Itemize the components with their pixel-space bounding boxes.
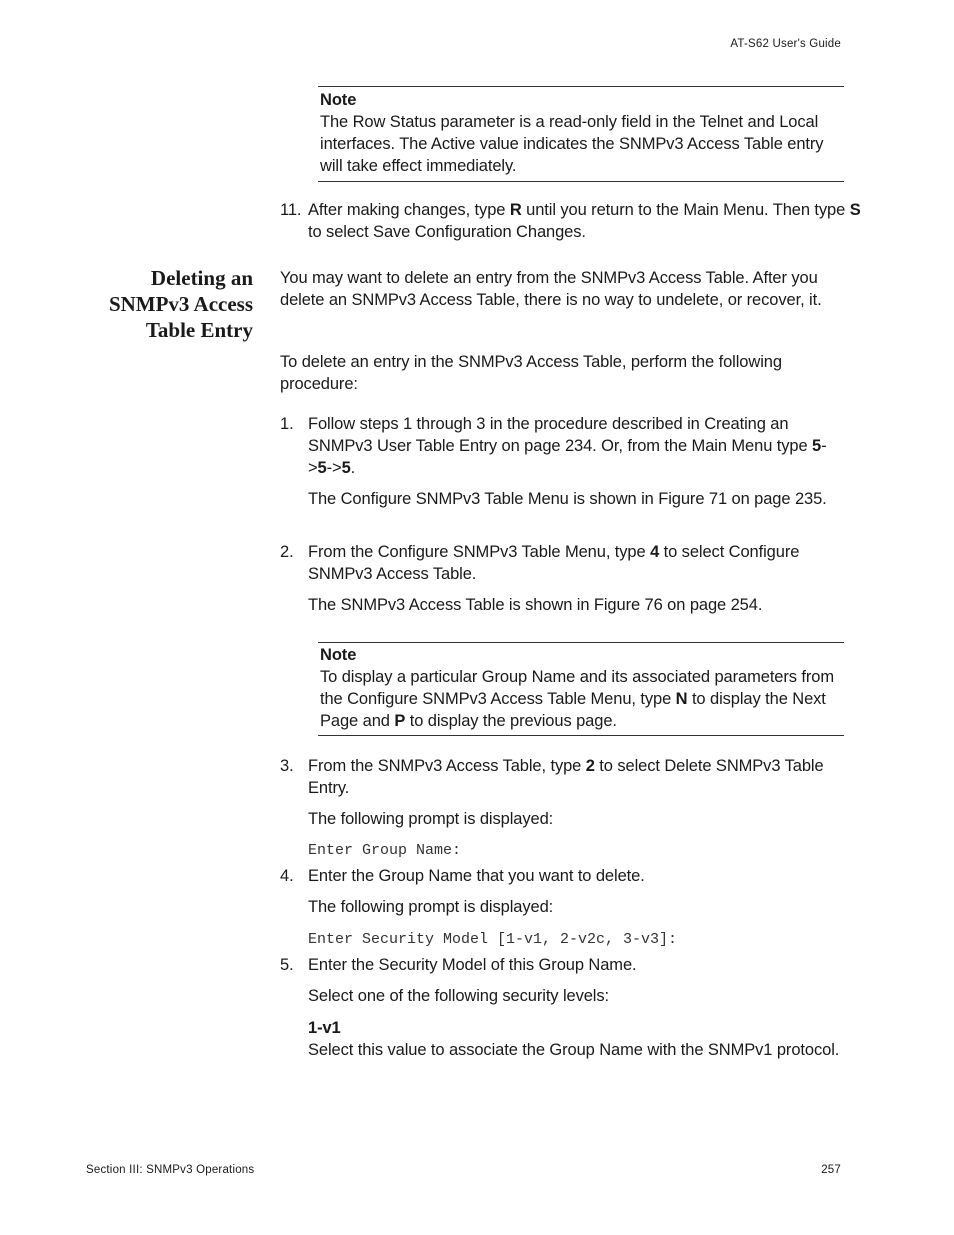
note-text-part: To display a particular Group Name and its associated parameters from the Configure SNMPv3 Access Table Menu, type	[320, 668, 835, 708]
running-header: AT-S62 User's Guide	[730, 38, 841, 50]
heading-line: Deleting an	[150, 266, 253, 290]
step-text: to select Save Configuration Changes.	[308, 223, 586, 241]
intro-paragraph: You may want to delete an entry from the SNMPv3 Access Table. After you delete an SNMPv3 Access Table, there is no way to undelete, or recover, it.	[280, 269, 822, 309]
key-4: 4	[650, 543, 660, 561]
key-p: P	[394, 712, 406, 730]
step-result: The Configure SNMPv3 Table Menu is shown in Figure 71 on page 235.	[308, 490, 827, 508]
key-s: S	[849, 201, 861, 219]
step-4	[280, 865, 842, 887]
period: .	[350, 459, 356, 477]
key-5: 5	[317, 459, 327, 477]
note-title: Note	[320, 91, 357, 109]
step-number: 3.	[280, 757, 294, 775]
cli-prompt: Enter Group Name:	[308, 842, 462, 859]
arrow: ->	[308, 437, 827, 477]
footer-section: Section III: SNMPv3 Operations	[86, 1164, 255, 1176]
step-text: to select Configure SNMPv3 Access Table.	[308, 543, 800, 583]
cli-prompt: Enter Security Model [1-v1, 2-v2c, 3-v3]:	[308, 931, 678, 948]
step-5	[280, 954, 842, 976]
heading-line: SNMPv3 Access	[108, 292, 253, 316]
prompt-intro: The following prompt is displayed:	[308, 898, 554, 916]
levels-intro: Select one of the following security levels:	[308, 987, 610, 1005]
arrow: ->	[326, 459, 342, 477]
step-number: 5.	[280, 956, 294, 974]
step-number: 2.	[280, 543, 294, 561]
step-2	[280, 541, 842, 585]
step-3	[280, 755, 842, 799]
step-result: The SNMPv3 Access Table is shown in Figure 76 on page 254.	[308, 596, 763, 614]
note-text	[320, 666, 844, 732]
step-text: From the Configure SNMPv3 Table Menu, type	[308, 543, 651, 561]
step-11	[280, 199, 870, 243]
note-box	[318, 86, 844, 182]
page-number: 257	[821, 1164, 841, 1176]
option-description: Select this value to associate the Group Name with the SNMPv1 protocol.	[308, 1041, 840, 1059]
step-1	[280, 413, 842, 479]
step-number: 4.	[280, 867, 294, 885]
step-text: to select Delete SNMPv3 Table Entry.	[308, 757, 824, 797]
key-5: 5	[812, 437, 822, 455]
security-option	[308, 1017, 842, 1061]
step-number: 1.	[280, 415, 294, 433]
step-number: 11.	[280, 201, 302, 219]
step-text: Follow steps 1 through 3 in the procedure described in Creating an SNMPv3 User Table Entry on page 234. Or, from the Main Menu type	[308, 415, 813, 455]
step-text: From the SNMPv3 Access Table, type	[308, 757, 586, 775]
note-text-part: to display the previous page.	[405, 712, 617, 730]
section-heading	[60, 265, 253, 343]
heading-line: Table Entry	[145, 318, 253, 342]
prompt-intro: The following prompt is displayed:	[308, 810, 554, 828]
step-text: until you return to the Main Menu. Then type	[521, 201, 850, 219]
key-r: R	[509, 201, 522, 219]
note-title: Note	[320, 646, 357, 664]
step-text: Enter the Group Name that you want to delete.	[308, 867, 645, 885]
note-text-part: to display the Next Page and	[320, 690, 826, 730]
intro-paragraph: To delete an entry in the SNMPv3 Access Table, perform the following procedure:	[280, 353, 782, 393]
note-box	[318, 642, 844, 736]
step-text: After making changes, type	[308, 201, 510, 219]
option-title: 1-v1	[308, 1019, 341, 1037]
note-text: The Row Status parameter is a read-only field in the Telnet and Local interfaces. The Active value indicates the SNMPv3 Access Table entry will take effect immediately.	[320, 113, 824, 175]
key-2: 2	[585, 757, 595, 775]
key-n: N	[675, 690, 688, 708]
step-text: Enter the Security Model of this Group Name.	[308, 956, 637, 974]
key-5: 5	[341, 459, 351, 477]
